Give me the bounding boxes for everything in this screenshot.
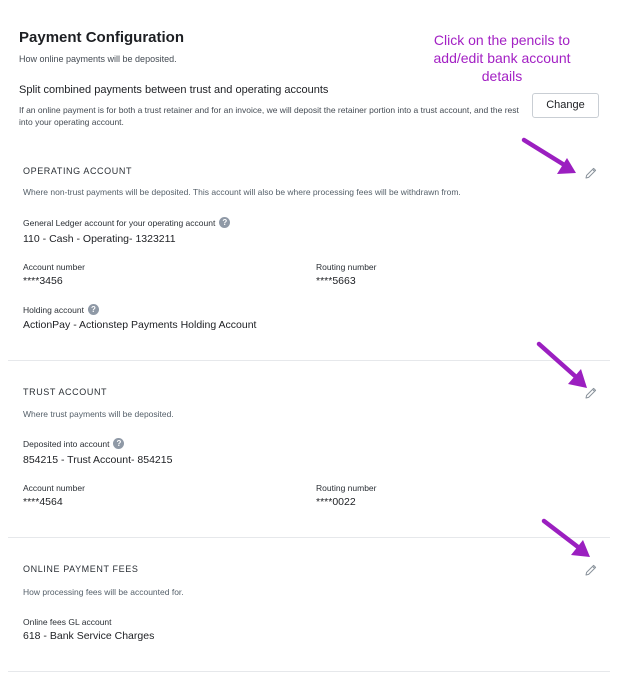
section-divider [8, 671, 610, 672]
deposited-into-value: 854215 - Trust Account- 854215 [23, 454, 173, 466]
holding-account-label [23, 304, 99, 315]
holding-account-value: ActionPay - Actionstep Payments Holding Account [23, 319, 257, 331]
trust-routing-number-label: Routing number [316, 483, 377, 493]
gl-operating-label-text: General Ledger account for your operating account [23, 217, 216, 228]
deposited-into-label-text: Deposited into account [23, 438, 110, 449]
pencil-icon[interactable] [584, 563, 598, 577]
trust-account-number-value: ****4564 [23, 496, 63, 508]
fees-gl-label: Online fees GL account [23, 617, 112, 627]
trust-account-number-label: Account number [23, 483, 85, 493]
trust-routing-number-value: ****0022 [316, 496, 356, 508]
pencil-icon[interactable] [584, 166, 598, 180]
help-icon[interactable]: ? [219, 217, 230, 228]
online-payment-fees-description: How processing fees will be accounted for. [23, 587, 184, 597]
online-payment-fees-title: ONLINE PAYMENT FEES [23, 564, 139, 574]
split-payments-description: If an online payment is for both a trust retainer and for an invoice, we will deposit the retainer portion into a trust account, and the rest into your operating account. [19, 105, 519, 127]
holding-account-label-text: Holding account [23, 304, 84, 315]
operating-account-title: OPERATING ACCOUNT [23, 166, 133, 176]
section-divider [8, 537, 610, 538]
operating-account-description: Where non-trust payments will be deposited. This account will also be where processing fees will be withdrawn from. [23, 187, 461, 197]
gl-operating-value: 110 - Cash - Operating- 1323211 [23, 233, 176, 245]
pencil-icon[interactable] [584, 386, 598, 400]
operating-routing-number-label: Routing number [316, 262, 377, 272]
section-divider [8, 360, 610, 361]
operating-account-number-value: ****3456 [23, 275, 63, 287]
page-title: Payment Configuration [19, 29, 185, 46]
annotation-note: Click on the pencils to add/edit bank account details [433, 32, 571, 84]
change-button[interactable]: Change [532, 93, 599, 118]
deposited-into-label [23, 438, 124, 449]
help-icon[interactable]: ? [113, 438, 124, 449]
help-icon[interactable]: ? [88, 304, 99, 315]
fees-gl-value: 618 - Bank Service Charges [23, 630, 155, 642]
arrow-icon [520, 136, 580, 196]
split-payments-title: Split combined payments between trust and operating accounts [19, 84, 329, 96]
operating-routing-number-value: ****5663 [316, 275, 356, 287]
trust-account-title: TRUST ACCOUNT [23, 387, 108, 397]
operating-account-number-label: Account number [23, 262, 85, 272]
page-subtitle: How online payments will be deposited. [19, 54, 177, 64]
gl-operating-label [23, 217, 230, 228]
trust-account-description: Where trust payments will be deposited. [23, 409, 174, 419]
